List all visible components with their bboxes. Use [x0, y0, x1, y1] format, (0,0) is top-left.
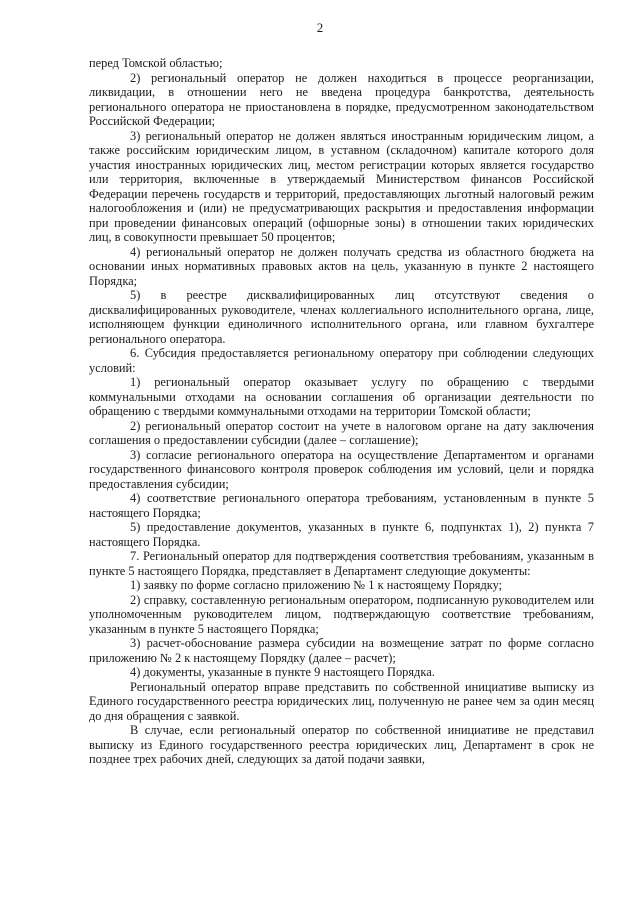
paragraph: 3) расчет-обоснование размера субсидии на возмещение затрат по форме согласно приложению № 2 к настоящему Порядку (далее – расчет);: [89, 636, 594, 665]
paragraph: 3) региональный оператор не должен являться иностранным юридическим лицом, а также российским юридическим лицом, в уставном (складочном) капитале которого доля участия иностранных юридических лиц, местом регистрации которых является государство или территория, включенные в утверждаемый Министерством финансов Российской Федерации перечень государств и территорий, предоставляющих льготный налоговый режим налогообложения и (или) не предусматривающих раскрытия и предоставления информации при проведении финансовых операций (офшорные зоны) в отношении таких юридических лиц, в совокупности превышает 50 процентов;: [89, 128, 594, 244]
page-number: 2: [316, 20, 324, 35]
paragraph: 4) документы, указанные в пункте 9 настоящего Порядка.: [130, 665, 435, 679]
paragraph: 6. Субсидия предоставляется региональному оператору при соблюдении следующих условий:: [89, 346, 594, 375]
paragraph: 3) согласие регионального оператора на осуществление Департаментом и органами государственного финансового контроля проверок соблюдения им условий, цели и порядка предоставления субсидии;: [89, 447, 594, 491]
paragraph: 2) региональный оператор состоит на учете в налоговом органе на дату заключения соглашения о предоставлении субсидии (далее – соглашение);: [89, 418, 594, 447]
paragraph: 4) региональный оператор не должен получать средства из областного бюджета на основании иных нормативных правовых актов на цель, указанную в пункте 2 настоящего Порядка;: [89, 244, 594, 288]
paragraph: 2) региональный оператор не должен находиться в процессе реорганизации, ликвидации, в отношении него не введена процедура банкротства, деятельность регионального оператора не приостановлена в порядке, предусмотренном законодательством Российской Федерации;: [89, 70, 594, 128]
paragraph: Региональный оператор вправе представить по собственной инициативе выписку из Единого государственного реестра юридических лиц, полученную не ранее чем за один месяц до дня обращения с заявкой.: [89, 679, 594, 723]
paragraph: 1) заявку по форме согласно приложению № 1 к настоящему Порядку;: [130, 578, 503, 592]
paragraph: 5) в реестре дисквалифицированных лиц отсутствуют сведения о дисквалифицированных руководителе, членах коллегиального исполнительного органа, лице, исполняющем функции единоличного исполнительного органа, или главном бухгалтере регионального оператора.: [89, 288, 594, 346]
document-body: [89, 56, 594, 767]
paragraph: 7. Региональный оператор для подтверждения соответствия требованиям, указанным в пункте 5 настоящего Порядка, представляет в Департамент следующие документы:: [89, 549, 594, 578]
paragraph: 5) предоставление документов, указанных в пункте 6, подпунктах 1), 2) пункта 7 настоящего Порядка.: [89, 520, 594, 549]
paragraph: 2) справку, составленную региональным оператором, подписанную руководителем или уполномоченным руководителем лицом, подтверждающую соответствие требованиям, указанным в пункте 5 настоящего Порядка;: [89, 592, 594, 636]
paragraph: 4) соответствие регионального оператора требованиям, установленным в пункте 5 настоящего Порядка;: [89, 491, 594, 520]
paragraph: 1) региональный оператор оказывает услугу по обращению с твердыми коммунальными отходами на основании соглашения об организации деятельности по обращению с твердыми коммунальными отходами на территории Томской области;: [89, 375, 594, 418]
paragraph: перед Томской областью;: [89, 56, 223, 70]
paragraph: В случае, если региональный оператор по собственной инициативе не представил выписку из Единого государственного реестра юридических лиц, Департамент в срок не позднее трех рабочих дней, следующих за датой подачи заявки,: [89, 723, 594, 766]
